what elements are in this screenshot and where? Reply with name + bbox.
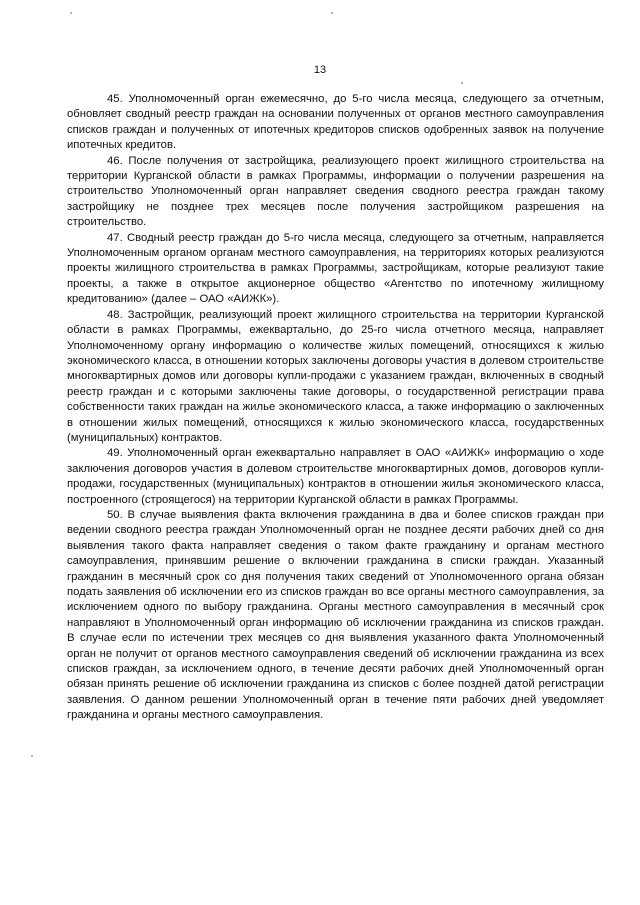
scan-speck (461, 82, 463, 84)
document-body (67, 92, 604, 724)
paragraph-46: 46. После получения от застройщика, реализующего проект жилищного строительства на территории Курганской области в рамках Программы, информации о получении разрешения на строительство Уполномоченный орган направляет сведения сводного реестра граждан такому застройщику не позднее трех месяцев после получения застройщиком разрешения на строительство. (67, 154, 604, 229)
paragraph-47: 47. Сводный реестр граждан до 5-го числа месяца, следующего за отчетным, направляется Уполномоченным органом органам местного самоуправления, на территориях которых реализуются проекты жилищного строительства в рамках Программы, застройщикам, которые реализуют такие проекты, а также в открытое акционерное общество «Агентство по ипотечному жилищному кредитованию» (далее – ОАО «АИЖК»). (67, 231, 604, 306)
paragraph-50: 50. В случае выявления факта включения гражданина в два и более списков граждан при ведении сводного реестра граждан Уполномоченный орган не позднее десяти рабочих дней со дня выявления такого факта направляет сведения о таком факте гражданину и органам местного самоуправления, принявшим решение о включении гражданина в списки граждан. Указанный гражданин в месячный срок со дня получения таких сведений от Уполномоченного органа обязан подать заявления об исключении его из списков граждан во все органы местного самоуправления, за исключением одного по выбору гражданина. Органы местного самоуправления в месячный срок направляют в Уполномоченный орган информацию об исключении гражданина из списков граждан. В случае если по истечении трех месяцев со дня выявления указанного факта Уполномоченный орган не получит от органов местного самоуправления сведений об исключении гражданина из всех списков граждан, за исключением одного, в течение десяти рабочих дней Уполномоченный орган обязан принять решение об исключении гражданина из списков с более поздней датой регистрации заявления. О данном решении Уполномоченный орган в течение пяти рабочих дней уведомляет гражданина и органы местного самоуправления. (67, 508, 604, 722)
page-number: 13 (313, 64, 327, 76)
scan-speck (31, 755, 33, 757)
paragraph-48: 48. Застройщик, реализующий проект жилищного строительства на территории Курганской области в рамках Программы, ежеквартально, до 25-го числа отчетного месяца, направляет Уполномоченному органу информацию о количестве жилых помещений, относящихся к жилью экономического класса, в отношении которых заключены договоры участия в долевом строительстве многоквартирных домов или договоры купли-продажи с указанием граждан, включенных в сводный реестр граждан и с которыми заключены такие договоры, о государственной регистрации права собственности таких граждан на жилье экономического класса, а также информацию о заключенных в отношении жилых помещений, относящихся к жилью экономического класса, государственных (муниципальных) контрактов. (67, 308, 604, 444)
scan-speck (70, 12, 72, 14)
scan-speck (331, 12, 333, 14)
paragraph-49: 49. Уполномоченный орган ежеквартально направляет в ОАО «АИЖК» информацию о ходе заключения договоров участия в долевом строительстве многоквартирных домов, договоров купли-продажи, государственных (муниципальных) контрактов в отношении жилья экономического класса, построенного (строящегося) на территории Курганской области в рамках Программы. (67, 447, 604, 506)
paragraph-45: 45. Уполномоченный орган ежемесячно, до 5-го числа месяца, следующего за отчетным, обновляет сводный реестр граждан на основании полученных от органов местного самоуправления списков граждан и полученных от ипотечных кредиторов списков одобренных заявок на получение ипотечных кредитов. (67, 93, 604, 152)
